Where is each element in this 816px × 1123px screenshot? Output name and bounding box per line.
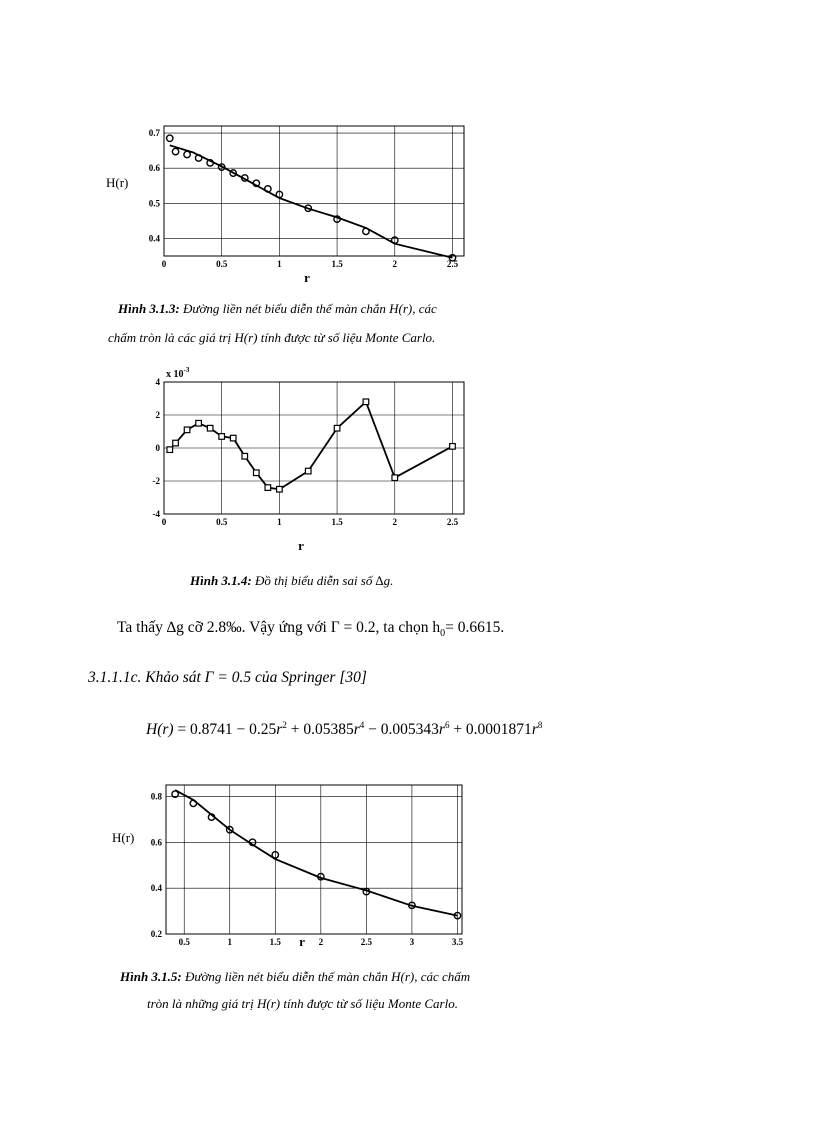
y-tick-label: -2 xyxy=(152,476,160,486)
x-tick-label: 0 xyxy=(161,259,167,269)
caption-text: Đường liền nét biểu diễn thế màn chắn H(r), các xyxy=(179,301,437,316)
plot-frame xyxy=(166,785,462,934)
caption-label: Hình 3.1.3: xyxy=(118,301,180,316)
x-tick-label: 3 xyxy=(409,937,415,947)
x-tick-label: 0.5 xyxy=(216,259,228,269)
x-tick-label: 2.5 xyxy=(446,517,459,527)
x-tick-label: 2 xyxy=(392,517,398,527)
x-tick-label: 2 xyxy=(318,937,324,947)
x-axis-label: r xyxy=(298,538,304,553)
formula-term: + 0.0001871 xyxy=(449,721,532,739)
x-tick-label: 1.5 xyxy=(331,517,343,527)
x-tick-label: 0 xyxy=(161,517,167,527)
x-tick-label: 1 xyxy=(277,517,282,527)
x-tick-label: 3.5 xyxy=(451,937,464,947)
formula-exp: 4 xyxy=(359,720,365,730)
y-tick-label: 0.6 xyxy=(148,163,160,174)
x-tick-label: 2 xyxy=(392,259,398,269)
formula-term: = 0.8741 − 0.25 xyxy=(173,721,277,739)
y-tick-label: 0.7 xyxy=(148,128,160,139)
axis-multiplier: x $10^{-3}$ xyxy=(166,366,190,380)
y-tick-label: 0.4 xyxy=(148,233,160,244)
plot-area xyxy=(151,785,464,947)
caption-label: Hình 3.1.5: xyxy=(120,969,182,984)
paragraph-text: Ta thấy ∆g cỡ 2.8‰. Vậy ứng với Γ = 0.2, ta chọn h xyxy=(117,619,441,636)
figure-3-1-5-caption xyxy=(120,966,470,987)
y-tick-label: 0.8 xyxy=(150,791,162,802)
section-heading: 3.1.1.1c. Khảo sát Γ = 0.5 của Springer [30] xyxy=(88,669,367,686)
x-tick-label: 2.5 xyxy=(360,937,372,947)
formula-exp: 6 xyxy=(444,720,450,730)
y-tick-label: 0.5 xyxy=(148,198,160,209)
y-tick-label: -4 xyxy=(152,509,160,519)
caption-text: Đường liền nét biểu diễn thế màn chắn H(r), các chấm xyxy=(181,969,471,984)
y-tick-label: 0.2 xyxy=(150,929,162,939)
y-tick-label: 0.6 xyxy=(150,837,162,848)
x-axis-label: r xyxy=(304,270,310,285)
y-tick-label: 4 xyxy=(155,377,160,387)
formula-term: − 0.005343 xyxy=(364,721,439,739)
caption-text: Đồ thị biểu diễn sai số ∆g. xyxy=(251,573,394,588)
paragraph-subscript: 0 xyxy=(440,628,446,640)
formula-term: + 0.05385 xyxy=(286,721,354,739)
formula-exp: 2 xyxy=(282,720,287,730)
y-axis-label: H(r) xyxy=(112,830,135,845)
y-tick-label: 0 xyxy=(155,443,160,453)
formula-exp: 8 xyxy=(537,720,543,730)
figure-3-1-3-caption-line2: chấm tròn là các giá trị H(r) tính được từ số liệu Monte Carlo. xyxy=(108,330,436,345)
formula-var: r xyxy=(276,721,283,739)
x-tick-label: 2.5 xyxy=(446,259,459,269)
paragraph-text-2: = 0.6615. xyxy=(445,619,505,636)
x-axis-label: r xyxy=(299,934,305,949)
data-point xyxy=(190,800,196,806)
x-tick-label: 0.5 xyxy=(178,937,190,947)
y-tick-label: 0.4 xyxy=(150,883,162,894)
formula-var: r xyxy=(438,721,445,739)
x-tick-label: 1 xyxy=(277,259,282,269)
x-tick-label: 1.5 xyxy=(331,259,343,269)
formula-lhs: H(r) xyxy=(146,721,174,739)
figure-3-1-5-caption-line2: tròn là những giá trị H(r) tính được từ số liệu Monte Carlo. xyxy=(147,996,458,1011)
formula-var: r xyxy=(353,721,360,739)
caption-label: Hình 3.1.4: xyxy=(190,573,252,588)
y-axis-label: H(r) xyxy=(106,175,129,190)
x-tick-label: 1 xyxy=(227,937,233,947)
y-tick-label: 2 xyxy=(155,410,160,420)
x-tick-label: 1.5 xyxy=(269,937,281,947)
formula-var: r xyxy=(531,721,538,739)
x-tick-label: 0.5 xyxy=(216,517,228,527)
series-line xyxy=(175,790,457,916)
